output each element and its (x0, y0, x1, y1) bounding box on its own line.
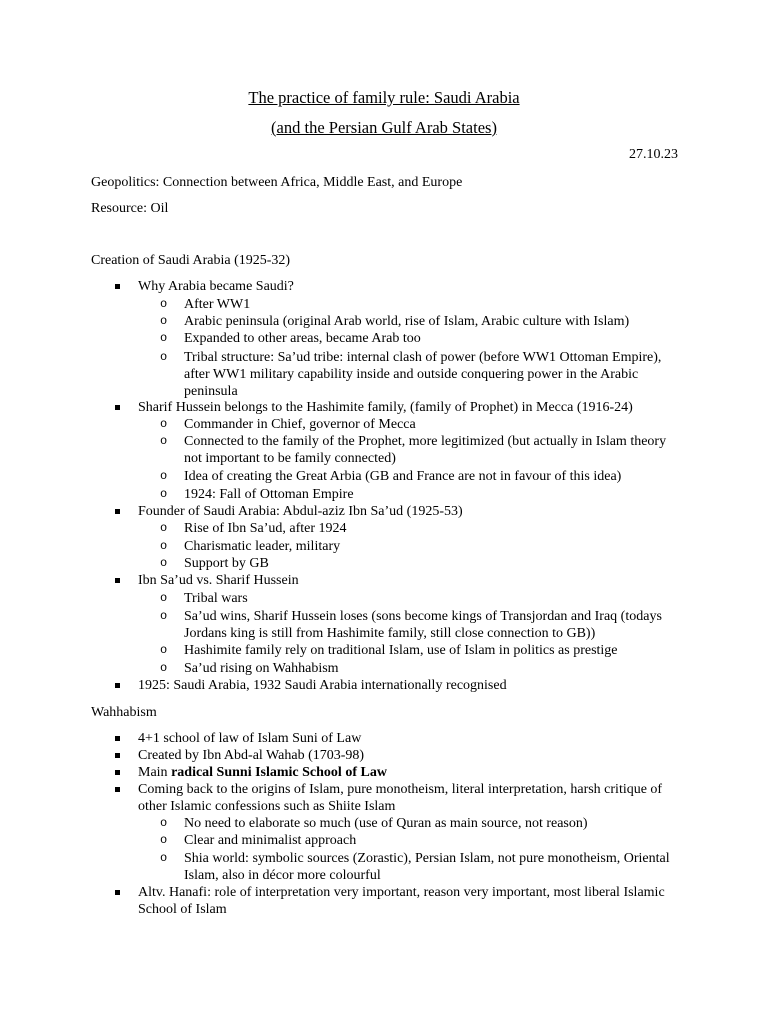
sub-list-item: o Commander in Chief, governor of Mecca (184, 416, 678, 433)
sub-list-item: o Hashimite family rely on traditional Islam, use of Islam in politics as prestige (184, 642, 678, 659)
list-item: Sharif Hussein belongs to the Hashimite family, (family of Prophet) in Mecca (1916-24) (138, 399, 678, 416)
geopolitics-line: Geopolitics: Connection between Africa, Middle East, and Europe (91, 175, 463, 190)
list-item: Coming back to the origins of Islam, pure monotheism, literal interpretation, harsh critique of other Islamic confessions such as Shiite Islam (138, 781, 678, 815)
list-item: Founder of Saudi Arabia: Abdul-aziz Ibn Sa’ud (1925-53) (138, 503, 678, 520)
sub-list-item: o Rise of Ibn Sa’ud, after 1924 (184, 520, 678, 537)
sub-list-item: o 1924: Fall of Ottoman Empire (184, 486, 678, 503)
sub-list-item: o Tribal wars (184, 590, 678, 607)
sub-list-item: o No need to elaborate so much (use of Quran as main source, not reason) (184, 815, 678, 832)
list-item: Why Arabia became Saudi? (138, 278, 678, 295)
sub-list-item: o Tribal structure: Sa’ud tribe: internal clash of power (before WW1 Ottoman Empire), after WW1 military capability inside and outside conquering power in the Arabic peninsula (184, 349, 678, 400)
document-title-line2: (and the Persian Gulf Arab States) (271, 118, 497, 137)
sub-list-item: o Idea of creating the Great Arbia (GB and France are not in favour of this idea) (184, 468, 678, 485)
section-heading-wahhabism: Wahhabism (91, 705, 157, 720)
sub-list-item: o Connected to the family of the Prophet, more legitimized (but actually in Islam theory not important to be family connected) (184, 433, 678, 467)
list-item-bold: radical Sunni Islamic School of Law (171, 765, 387, 780)
sub-list-item: o Clear and minimalist approach (184, 832, 678, 849)
list-item: 4+1 school of law of Islam Suni of Law (138, 730, 678, 747)
list-item (138, 764, 678, 781)
list-item: 1925: Saudi Arabia, 1932 Saudi Arabia internationally recognised (138, 677, 678, 694)
section-heading-creation: Creation of Saudi Arabia (1925-32) (91, 253, 291, 268)
list-item: Created by Ibn Abd-al Wahab (1703-98) (138, 747, 678, 764)
list-item: Altv. Hanafi: role of interpretation very important, reason very important, most liberal Islamic School of Islam (138, 884, 678, 918)
resource-line: Resource: Oil (91, 201, 169, 216)
sub-list-item: o Charismatic leader, military (184, 538, 678, 555)
list-item: Ibn Sa’ud vs. Sharif Hussein (138, 572, 678, 589)
sub-list-item: o Shia world: symbolic sources (Zorastic), Persian Islam, not pure monotheism, Oriental Islam, also in décor more colourful (184, 850, 678, 884)
list-item-prefix: Main (138, 765, 172, 780)
document-title-line1: The practice of family rule: Saudi Arabia (248, 88, 520, 107)
sub-list-item: o After WW1 (184, 296, 678, 313)
sub-list-item: o Expanded to other areas, became Arab too (184, 330, 678, 347)
document-date: 27.10.23 (629, 147, 678, 162)
sub-list-item: o Support by GB (184, 555, 678, 572)
sub-list-item: o Sa’ud wins, Sharif Hussein loses (sons become kings of Transjordan and Iraq (todays Jordans king is still from Hashimite family, still close connection to GB)) (184, 608, 678, 642)
sub-list-item: o Sa’ud rising on Wahhabism (184, 660, 678, 677)
sub-list-item: o Arabic peninsula (original Arab world, rise of Islam, Arabic culture with Islam) (184, 313, 678, 330)
